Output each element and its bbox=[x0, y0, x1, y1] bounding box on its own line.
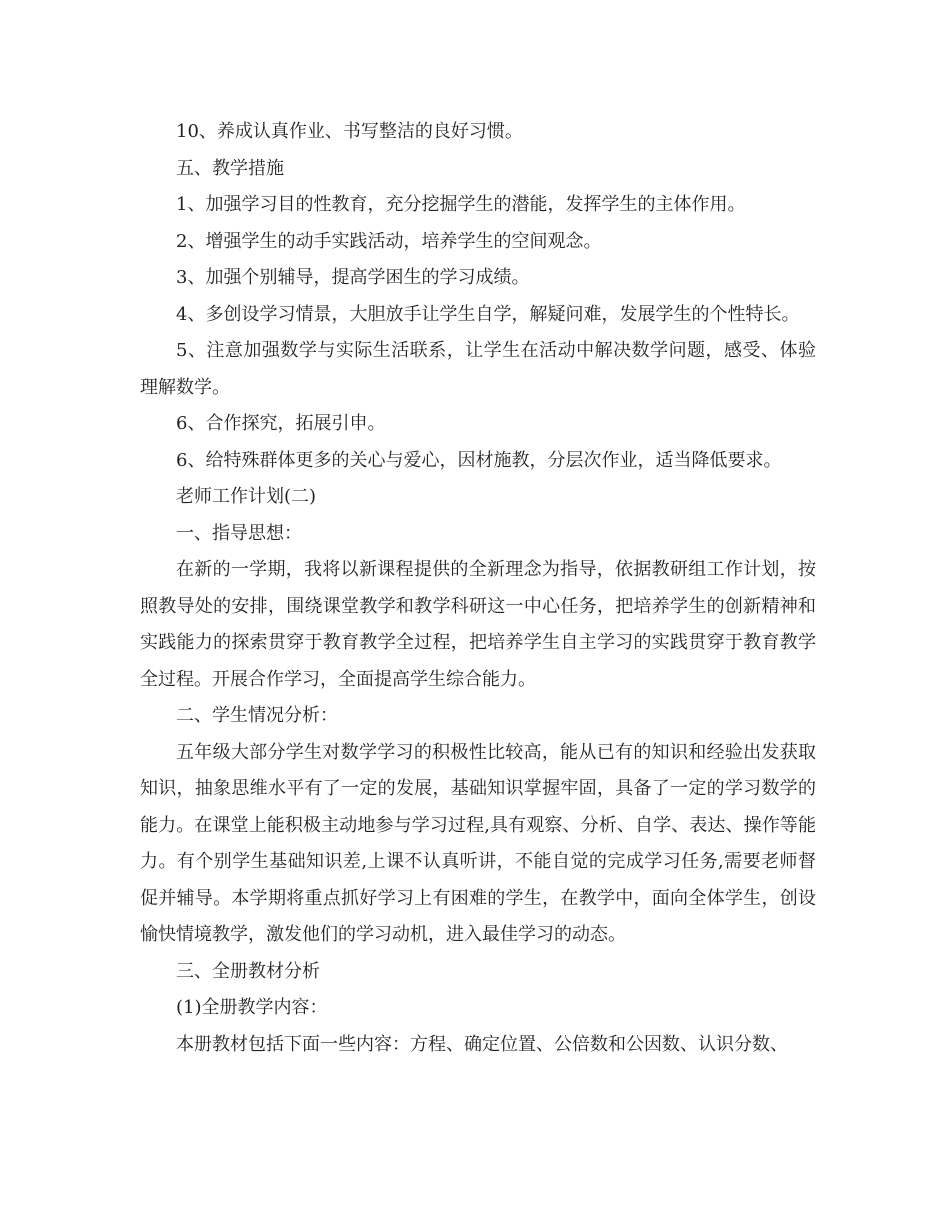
list-item-measure-4: 4、多创设学习情景，大胆放手让学生自学，解疑问难，发展学生的个性特长。 bbox=[176, 303, 800, 325]
list-item-habit: 10、养成认真作业、书写整洁的良好习惯。 bbox=[176, 121, 523, 142]
section-heading-measures: 五、教学措施 bbox=[176, 157, 284, 179]
paragraph-guiding-ideas: 在新的一学期，我将以新课程提供的全新理念为指导，依据教研组工作计划，按照教导处的安排，围绕课堂教学和教学科研这一中心任务，把培养学生的创新精神和实践能力的探索贯穿于教育教学全过程，把培养学生自主学习的实践贯穿于教育教学全过程。开展合作学习，全面提高学生综合能力。 bbox=[140, 559, 816, 690]
document-body bbox=[140, 114, 816, 1063]
section-heading-student-analysis: 二、学生情况分析： bbox=[176, 705, 338, 726]
paragraph-student-analysis: 五年级大部分学生对数学学习的积极性比较高，能从已有的知识和经验出发获取知识，抽象思维水平有了一定的发展，基础知识掌握牢固，具备了一定的学习数学的能力。在课堂上能积极主动地参与学习过程,具有观察、分析、自学、表达、操作等能力。有个别学生基础知识差,上课不认真听讲，不能自觉的完成学习任务,需要老师督促并辅导。本学期将重点抓好学习上有困难的学生，在教学中，面向全体学生，创设愉快情境教学，激发他们的学习动机，进入最佳学习的动态。 bbox=[140, 741, 816, 945]
document-subtitle: 老师工作计划(二) bbox=[176, 486, 317, 507]
section-heading-textbook-analysis: 三、全册教材分析 bbox=[176, 960, 320, 982]
paragraph-teaching-content: 本册教材包括下面一些内容：方程、确定位置、公倍数和公因数、认识分数、 bbox=[176, 1033, 788, 1055]
list-item-measure-6b: 6、给特殊群体更多的关心与爱心，因材施教，分层次作业，适当降低要求。 bbox=[176, 449, 782, 471]
list-item-measure-5: 5、注意加强数学与实际生活联系，让学生在活动中解决数学问题，感受、体验理解数学。 bbox=[140, 340, 816, 398]
list-item-measure-3: 3、加强个别辅导，提高学困生的学习成绩。 bbox=[176, 267, 530, 288]
section-heading-guiding-ideas: 一、指导思想： bbox=[176, 522, 302, 544]
list-item-measure-1: 1、加强学习目的性教育，充分挖掘学生的潜能，发挥学生的主体作用。 bbox=[176, 194, 746, 215]
list-item-measure-6a: 6、合作探究，拓展引申。 bbox=[176, 413, 386, 434]
list-item-measure-2: 2、增强学生的动手实践活动，培养学生的空间观念。 bbox=[176, 230, 602, 252]
subheading-teaching-content: (1)全册教学内容： bbox=[176, 997, 328, 1018]
